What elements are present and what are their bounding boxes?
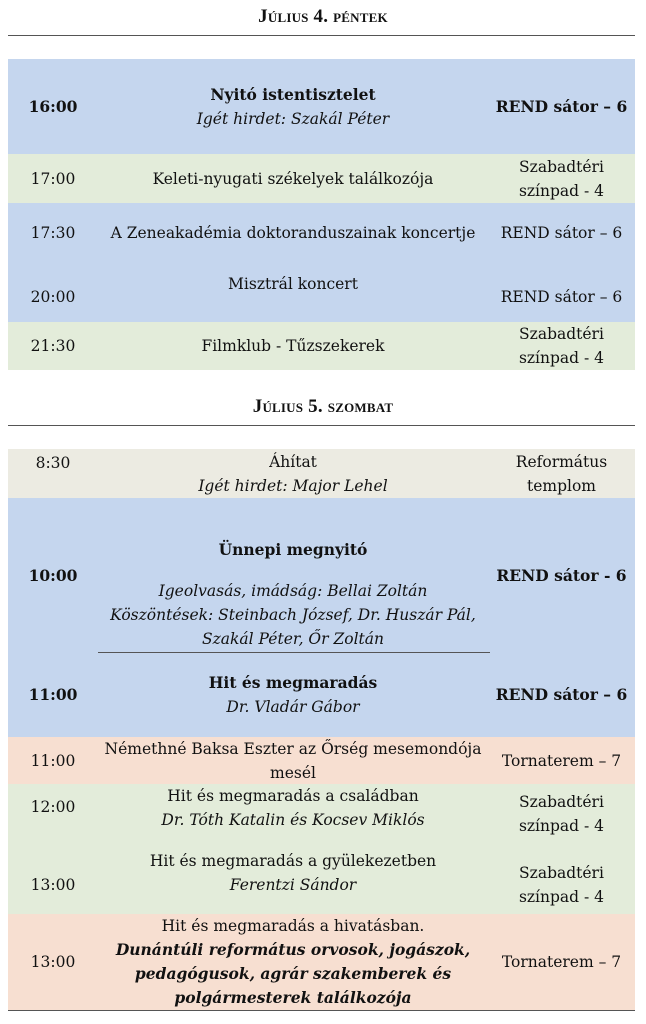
event-title: A Zeneakadémia doktoranduszainak koncertje [110, 224, 476, 242]
row-place: REND sátor – 6 [495, 685, 628, 704]
schedule-row [8, 914, 635, 1010]
row-time: 17:00 [30, 169, 76, 188]
row-time: 21:30 [30, 337, 76, 355]
day-heading-july-4: Július 4. péntek [258, 6, 388, 27]
event-title: Ünnepi megnyitó [218, 540, 368, 559]
event-subtitle: Dr. Tóth Katalin és Kocsev Miklós [161, 811, 425, 829]
table-bottom-rule [8, 1010, 635, 1011]
row-place: Tornaterem – 7 [501, 953, 622, 971]
event-subtitle: Szakál Péter, Őr Zoltán [202, 630, 384, 648]
event-title: Hit és megmaradás a hivatásban. [161, 917, 425, 935]
row-place: REND sátor – 6 [500, 287, 623, 306]
event-title: Nyitó istentisztelet [210, 84, 376, 104]
row-time: 10:00 [28, 565, 78, 585]
row-event [98, 449, 488, 498]
row-event [98, 263, 488, 322]
event-title: Misztrál koncert [228, 275, 358, 293]
event-title: Filmklub - Tűzszekerek [201, 337, 385, 355]
place-line: színpad - 4 [518, 817, 605, 835]
event-title: Hit és megmaradás a családban [167, 787, 419, 805]
row-event [98, 154, 488, 203]
row-place: REND sátor - 6 [496, 565, 627, 585]
place-line: Szabadtéri [519, 864, 604, 882]
schedule-row [8, 203, 635, 263]
schedule-row [8, 737, 635, 784]
row-event [98, 322, 488, 370]
schedule-row [8, 263, 635, 322]
schedule-row [8, 784, 635, 844]
row-event [98, 498, 488, 653]
row-place [488, 844, 635, 914]
place-line: Szabadtéri [519, 325, 604, 343]
event-subtitle: Dr. Vladár Gábor [226, 698, 360, 716]
row-time: 13:00 [30, 876, 76, 894]
row-place: REND sátor – 6 [500, 224, 623, 242]
place-line: templom [526, 476, 596, 495]
schedule-row [8, 59, 635, 154]
event-subtitle: polgármesterek találkozója [174, 988, 412, 1007]
event-subtitle: Ferentzi Sándor [229, 876, 357, 894]
place-line: Református [515, 452, 608, 471]
event-subtitle: pedagógusok, agrár szakemberek és [134, 964, 452, 983]
event-title: Némethné Baksa Eszter az Őrség mesemondója [104, 739, 482, 758]
schedule-row [8, 844, 635, 914]
schedule-row [8, 653, 635, 737]
row-place: Tornaterem – 7 [501, 751, 622, 770]
row-event [98, 914, 488, 1010]
row-time: 8:30 [35, 454, 71, 472]
event-title: Hit és megmaradás a gyülekezetben [149, 852, 437, 870]
event-subtitle: Köszöntések: Steinbach József, Dr. Huszár Pál, [110, 606, 476, 624]
row-time: 12:00 [30, 798, 76, 816]
schedule-row [8, 322, 635, 370]
row-event [98, 784, 488, 844]
event-title: Hit és megmaradás [208, 673, 378, 692]
place-line: Szabadtéri [519, 793, 604, 811]
day-heading-july-5: Július 5. szombat [252, 396, 394, 417]
heading-rule [8, 425, 635, 426]
schedule-row [8, 154, 635, 203]
row-event [98, 737, 488, 784]
place-line: Szabadtéri [519, 157, 604, 176]
event-subtitle: Igét hirdet: Major Lehel [198, 476, 388, 495]
row-event [98, 653, 488, 737]
event-subtitle: Igeolvasás, imádság: Bellai Zoltán [158, 582, 428, 600]
event-subtitle: Igét hirdet: Szakál Péter [196, 109, 390, 128]
event-title: Keleti-nyugati székelyek találkozója [152, 169, 434, 188]
row-time: 11:00 [30, 751, 76, 770]
row-place: REND sátor – 6 [495, 96, 628, 116]
row-place [488, 449, 635, 498]
place-line: színpad - 4 [518, 181, 605, 200]
place-line: színpad - 4 [518, 349, 605, 367]
heading-rule [8, 35, 635, 36]
schedule-row [8, 449, 635, 498]
schedule-row [8, 498, 635, 653]
row-event [98, 59, 488, 154]
event-subtitle: Dunántúli református orvosok, jogászok, [115, 940, 471, 959]
row-time: 20:00 [30, 287, 76, 306]
row-time: 13:00 [30, 953, 76, 971]
row-place [488, 154, 635, 203]
event-title: Áhítat [269, 452, 317, 471]
place-line: színpad - 4 [518, 888, 605, 906]
event-title: mesél [270, 763, 316, 782]
row-event [98, 203, 488, 263]
row-event [98, 844, 488, 914]
row-place [488, 322, 635, 370]
row-time: 11:00 [28, 685, 78, 704]
row-time: 17:30 [30, 224, 76, 242]
row-place [488, 784, 635, 844]
row-time: 16:00 [28, 96, 78, 116]
